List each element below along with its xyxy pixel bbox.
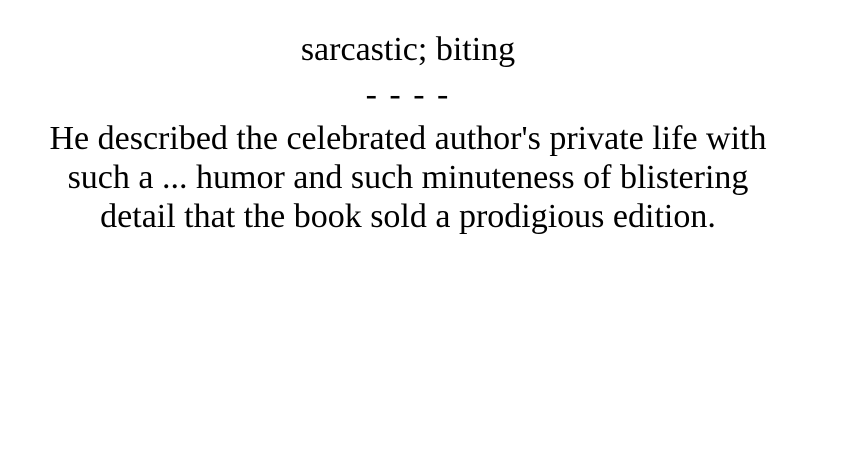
example-sentence: He described the celebrated author's private life with such a ... humor and such minuteness of blistering detail that the book sold a prodigious edition. (49, 120, 767, 235)
definition-text: sarcastic; biting (300, 31, 516, 68)
separator: - - - - (365, 76, 451, 113)
